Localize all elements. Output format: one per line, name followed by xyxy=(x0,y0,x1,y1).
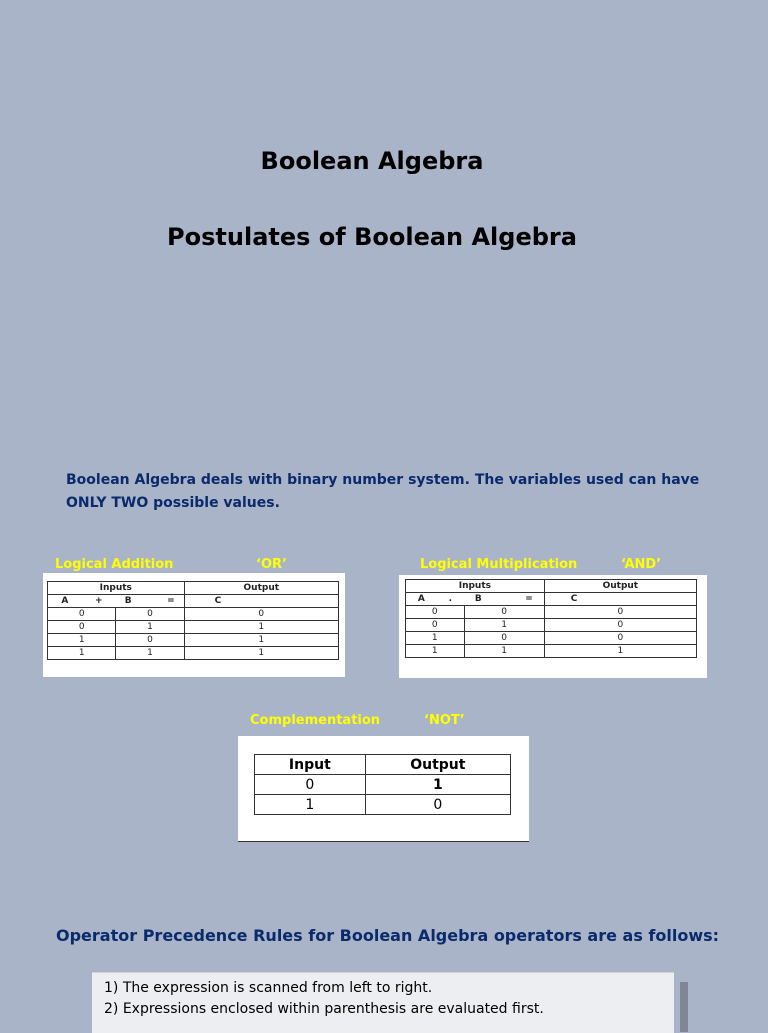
or-truth-table xyxy=(47,581,339,660)
cell: 0 xyxy=(48,608,116,621)
not-op: ‘NOT’ xyxy=(424,713,465,728)
not-row xyxy=(255,775,511,795)
not-output-header: Output xyxy=(365,755,510,775)
not-label: Complementation xyxy=(250,713,381,728)
not-input-header: Input xyxy=(255,755,366,775)
intro-text: Boolean Algebra deals with binary number system. The variables used can have ONLY TWO possible values. xyxy=(66,472,700,511)
and-row xyxy=(406,645,697,658)
cell: 1 xyxy=(406,645,465,658)
or-col-b: B xyxy=(124,596,132,606)
not-truth-table xyxy=(254,754,511,815)
cell: 0 xyxy=(184,608,338,621)
cell: 1 xyxy=(365,775,510,795)
cell: 1 xyxy=(255,795,366,815)
or-row xyxy=(48,647,339,660)
cell: 0 xyxy=(544,632,696,645)
or-col-c: C xyxy=(184,595,338,608)
and-col-eq: = xyxy=(525,594,533,604)
cell: 1 xyxy=(184,621,338,634)
or-output-header: Output xyxy=(184,582,338,595)
cell: 0 xyxy=(255,775,366,795)
or-row xyxy=(48,621,339,634)
cell: 0 xyxy=(116,634,184,647)
cell: 0 xyxy=(544,606,696,619)
or-label: Logical Addition xyxy=(55,557,174,572)
and-row xyxy=(406,619,697,632)
cell: 0 xyxy=(544,619,696,632)
and-inputs-header: Inputs xyxy=(406,580,545,593)
cell: 0 xyxy=(464,632,544,645)
cell: 1 xyxy=(48,634,116,647)
cell: 1 xyxy=(464,645,544,658)
or-col-eq: = xyxy=(167,596,175,606)
and-label: Logical Multiplication xyxy=(420,557,578,572)
cell: 1 xyxy=(48,647,116,660)
and-col-b: B xyxy=(474,594,482,604)
and-col-c: C xyxy=(544,593,696,606)
cell: 1 xyxy=(406,632,465,645)
cell: 0 xyxy=(464,606,544,619)
and-table-panel xyxy=(399,575,707,678)
and-row xyxy=(406,606,697,619)
or-inputs-header: Inputs xyxy=(48,582,185,595)
rules-box-shadow xyxy=(680,982,688,1032)
not-table-panel xyxy=(238,736,529,842)
cell: 1 xyxy=(116,621,184,634)
or-col-op: + xyxy=(95,596,103,606)
and-truth-table xyxy=(405,579,697,658)
or-row xyxy=(48,608,339,621)
and-row xyxy=(406,632,697,645)
cell: 0 xyxy=(48,621,116,634)
cell: 0 xyxy=(116,608,184,621)
cell: 0 xyxy=(406,619,465,632)
cell: 1 xyxy=(116,647,184,660)
cell: 1 xyxy=(544,645,696,658)
cell: 1 xyxy=(184,634,338,647)
and-op: ‘AND’ xyxy=(621,557,662,572)
and-output-header: Output xyxy=(544,580,696,593)
and-col-a: A xyxy=(417,594,425,604)
rule-item: 1) The expression is scanned from left to right. xyxy=(104,980,433,996)
or-row xyxy=(48,634,339,647)
or-op: ‘OR’ xyxy=(256,557,287,572)
or-table-panel xyxy=(43,573,345,677)
page-title: Boolean Algebra xyxy=(260,147,484,175)
cell: 0 xyxy=(406,606,465,619)
rules-list xyxy=(92,973,674,1020)
not-row xyxy=(255,795,511,815)
and-col-op: . xyxy=(448,594,453,604)
rule-item: 2) Expressions enclosed within parenthesis are evaluated first. xyxy=(104,1001,544,1017)
or-col-a: A xyxy=(61,596,69,606)
precedence-heading: Operator Precedence Rules for Boolean Algebra operators are as follows: xyxy=(56,926,720,945)
cell: 0 xyxy=(365,795,510,815)
page-subtitle: Postulates of Boolean Algebra xyxy=(167,223,577,251)
cell: 1 xyxy=(184,647,338,660)
cell: 1 xyxy=(464,619,544,632)
